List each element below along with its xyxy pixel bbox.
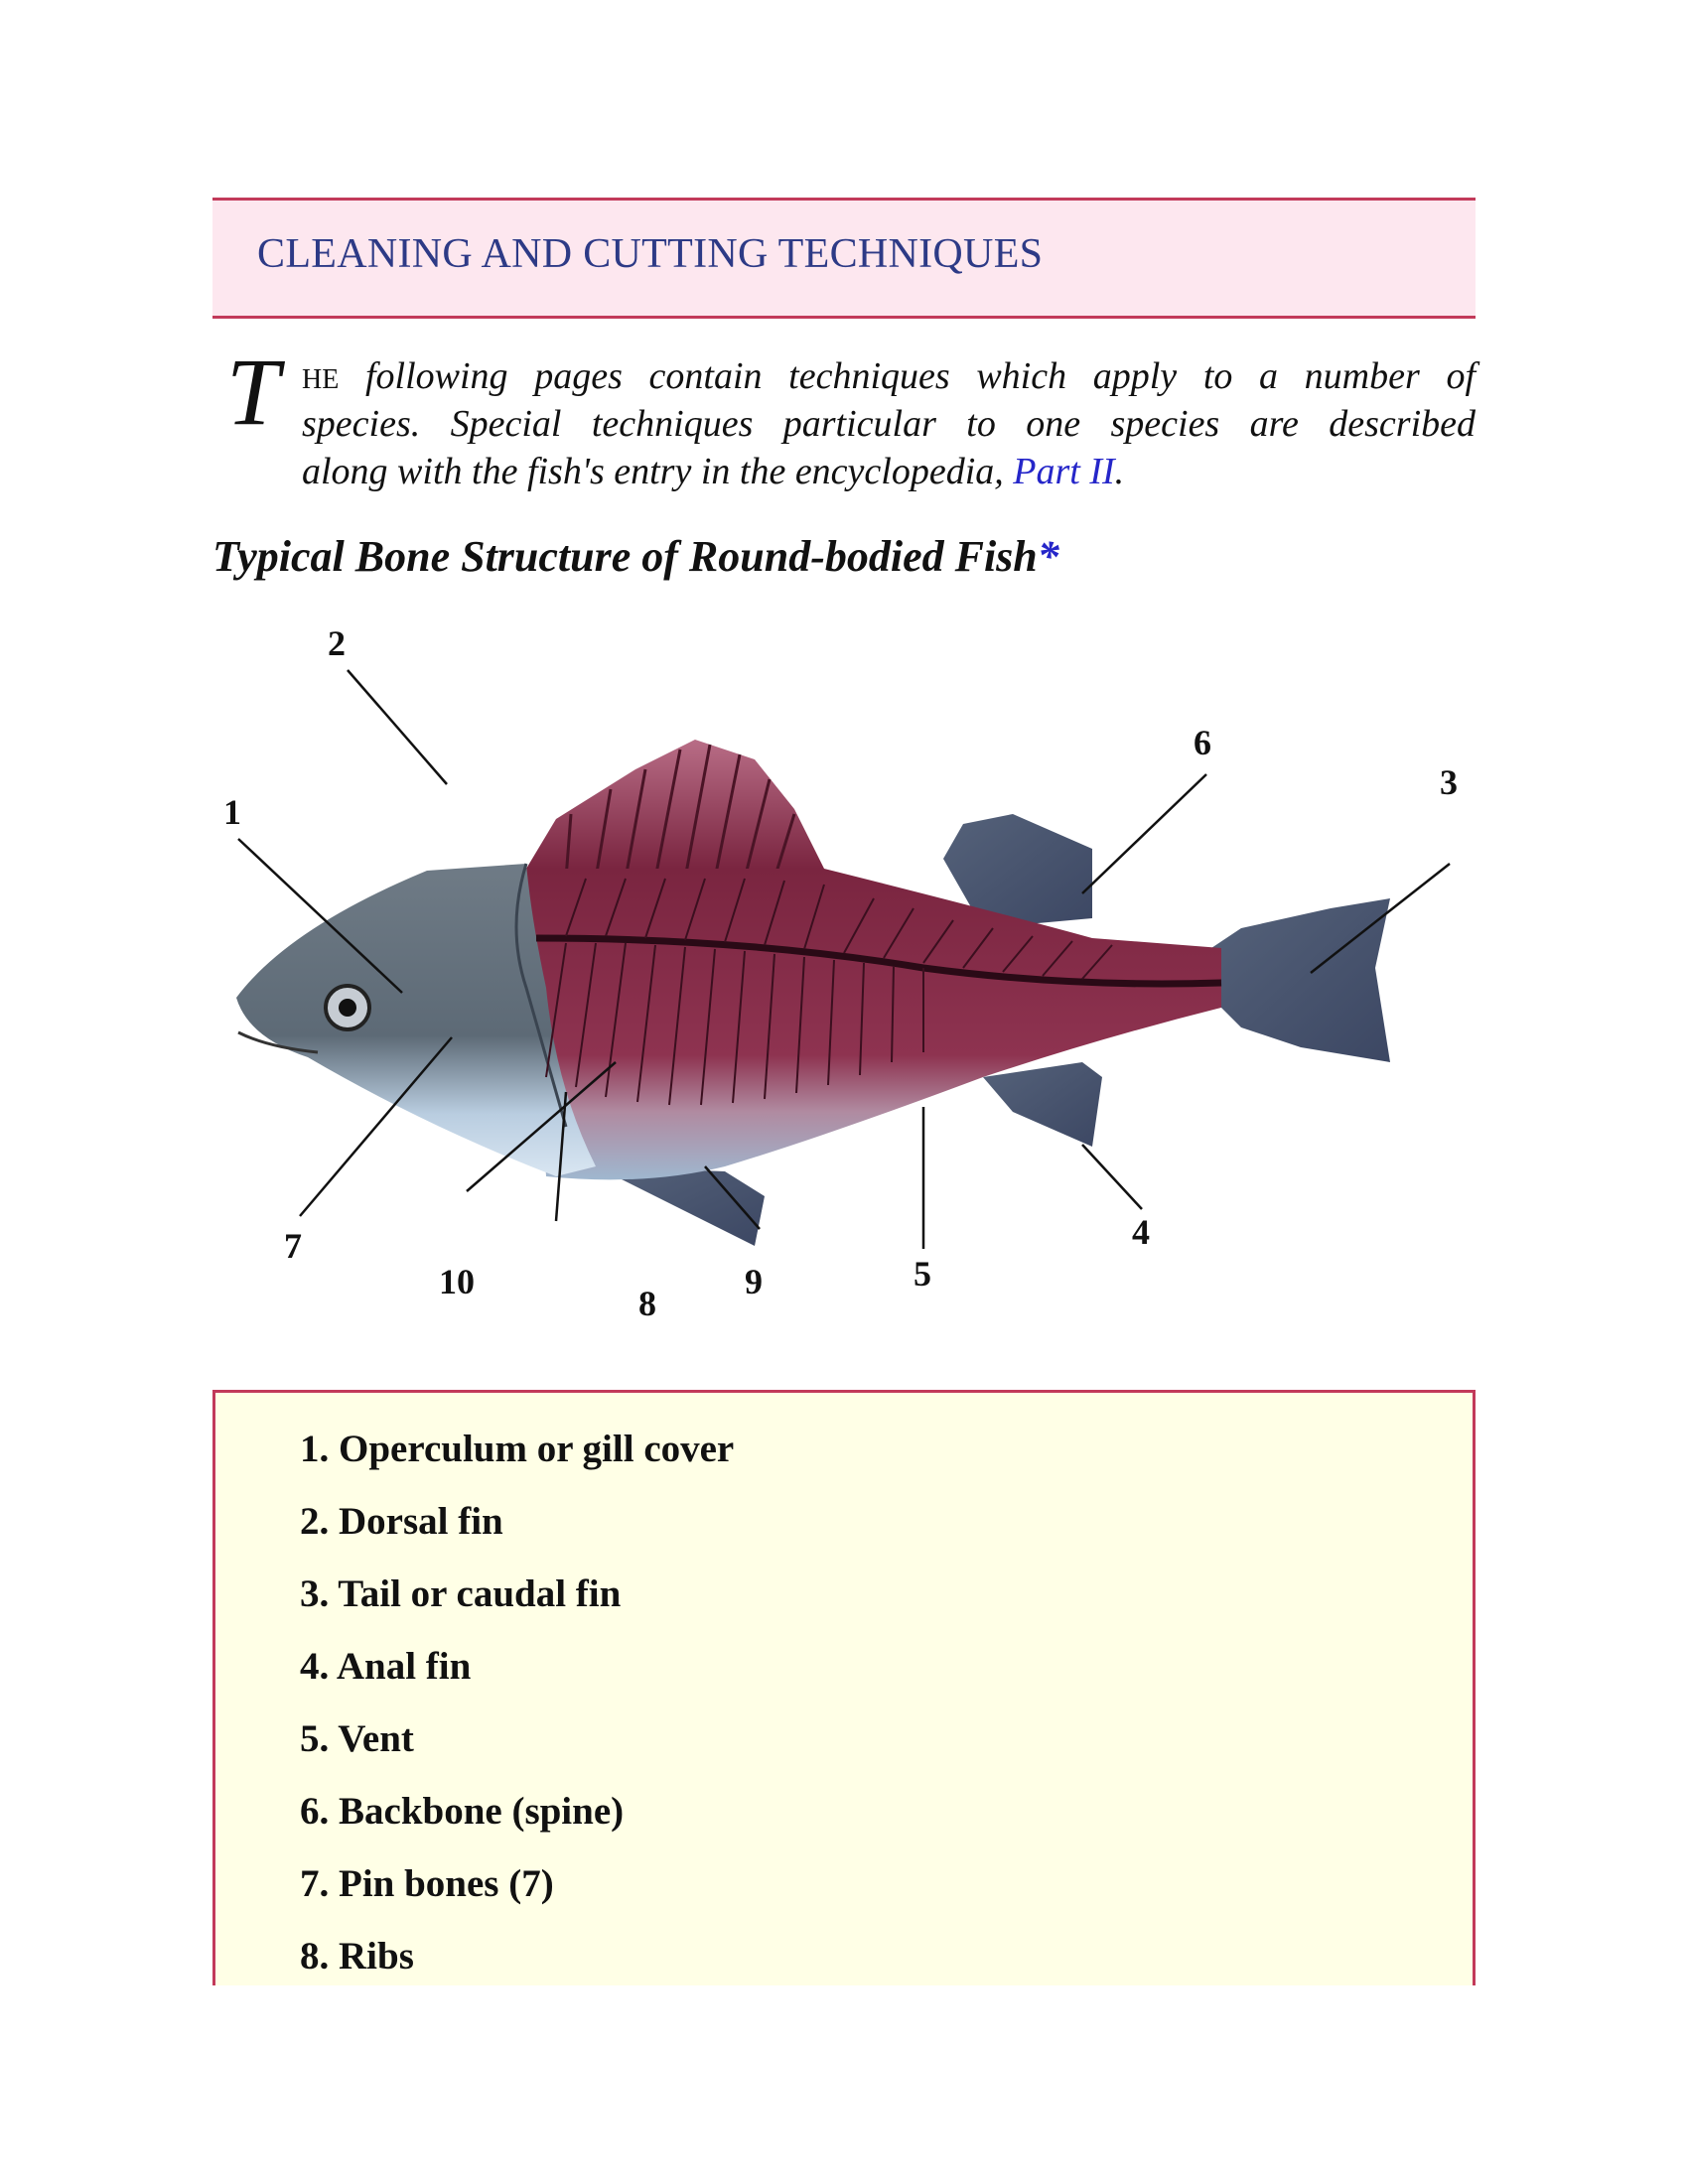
legend-item: 2. Dorsal fin	[300, 1500, 503, 1543]
tail-fin-shape	[1211, 898, 1390, 1062]
fish-bone-diagram	[223, 611, 1460, 1345]
pupil-icon	[339, 999, 356, 1017]
leader-6	[1082, 774, 1206, 893]
callout-2: 2	[328, 623, 346, 663]
fish-illustration	[223, 611, 1460, 1345]
body-shape	[526, 869, 1221, 1179]
legend-list	[300, 1425, 734, 2004]
intro-line-3-text: along with the fish's entry in the encyclopedia,	[302, 451, 1004, 492]
callout-7: 7	[284, 1226, 302, 1266]
callout-8: 8	[638, 1284, 656, 1323]
chapter-title: CLEANING AND CUTTING TECHNIQUES	[257, 231, 1044, 277]
intro-line-3	[302, 448, 1476, 495]
callout-1: 1	[223, 792, 241, 832]
legend-item: 8. Ribs	[300, 1935, 414, 1978]
dorsal-fin-shape	[526, 740, 824, 869]
chapter-header	[212, 198, 1476, 319]
section-heading	[212, 531, 1059, 582]
footnote-asterisk-link[interactable]: *	[1037, 532, 1059, 581]
part-ii-link[interactable]: Part II	[1013, 451, 1115, 492]
callout-5: 5	[914, 1254, 931, 1294]
intro-line-3-end: .	[1114, 451, 1125, 492]
leader-2	[348, 670, 447, 784]
legend-item: 4. Anal fin	[300, 1645, 472, 1688]
legend-item: 1. Operculum or gill cover	[300, 1428, 735, 1470]
legend-item: 3. Tail or caudal fin	[300, 1572, 622, 1615]
intro-small-caps: HE	[302, 364, 340, 395]
legend-item: 7. Pin bones (7)	[300, 1862, 554, 1905]
legend-item: 6. Backbone (spine)	[300, 1790, 625, 1833]
callout-9: 9	[745, 1262, 763, 1301]
legend-box	[212, 1390, 1476, 1985]
callout-4: 4	[1132, 1212, 1150, 1252]
drop-cap: T	[226, 339, 280, 445]
callout-6: 6	[1194, 723, 1211, 762]
intro-line-1	[302, 352, 1476, 404]
section-heading-text: Typical Bone Structure of Round-bodied Fish	[212, 532, 1038, 581]
intro-paragraph	[212, 339, 1476, 501]
legend-item: 5. Vent	[300, 1717, 414, 1760]
callout-3: 3	[1440, 762, 1458, 802]
leader-4	[1082, 1145, 1142, 1209]
anal-fin-shape	[983, 1062, 1102, 1147]
callout-10: 10	[439, 1262, 475, 1301]
intro-line-1-text: following pages contain techniques which apply to a number of	[364, 355, 1476, 397]
intro-line-2: species. Special techniques particular to one species are described	[302, 403, 1476, 445]
